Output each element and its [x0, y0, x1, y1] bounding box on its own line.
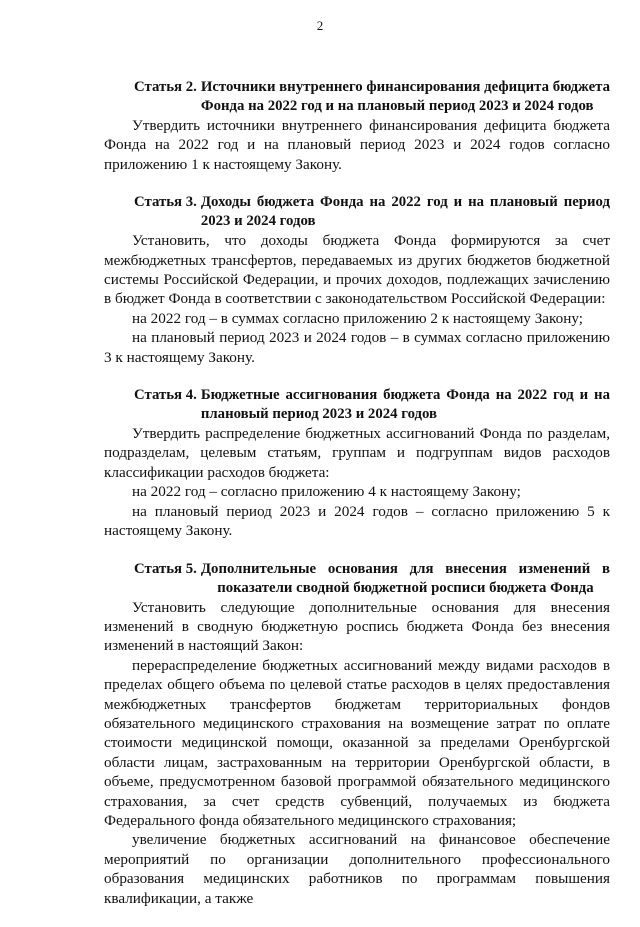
page-number: 2	[316, 18, 324, 33]
article-2	[104, 78, 610, 174]
article-heading	[104, 193, 610, 231]
article-paragraph: увеличение бюджетных ассигнований на финансовое обеспечение мероприятий по организации дополнительного профессионального образования медицинских работников по программам повышения квалификации, а также	[104, 831, 610, 907]
article-heading	[104, 386, 610, 424]
article-paragraph: перераспределение бюджетных ассигнований между видами расходов в пределах общего объема по целевой статье расходов в целях предоставления межбюджетных трансфертов бюджетам территориальных фондов обязательного медицинского страхования на возмещение затрат по оплате стоимости медицинской помощи, оказанной за пределами Оренбургской области лицам, застрахованным на территории Оренбургской области, в объеме, предусмотренном базовой программой обязательного медицинского страхования, за счет средств субвенций, получаемых из бюджета Федерального фонда обязательного медицинского страхования;	[104, 656, 610, 829]
article-paragraph: на 2022 год – согласно приложению 4 к настоящему Закону;	[132, 483, 521, 501]
article-number: Статья 5.	[134, 560, 197, 577]
article-number: Статья 2.	[134, 79, 197, 95]
article-title: Бюджетные ассигнования бюджета Фонда на 2022 год и на плановый период 2023 и 2024 годов	[200, 387, 610, 423]
article-title: Дополнительные основания для внесения изменений в показатели сводной бюджетной росписи бюджета Фонда	[200, 560, 610, 596]
article-paragraph: Утвердить источники внутреннего финансирования дефицита бюджета Фонда на 2022 год и на плановый период 2023 и 2024 годов согласно приложению 1 к настоящему Закону.	[104, 117, 610, 173]
article-5	[104, 560, 610, 909]
document-body	[104, 78, 610, 927]
article-paragraph: на плановый период 2023 и 2024 годов – в суммах согласно приложению 3 к настоящему Закону.	[104, 329, 610, 366]
article-number: Статья 3.	[134, 194, 197, 211]
article-heading	[104, 560, 610, 598]
article-paragraph: на плановый период 2023 и 2024 годов – согласно приложению 5 к настоящему Закону.	[104, 502, 610, 540]
article-paragraph: Установить следующие дополнительные основания для внесения изменений в сводную бюджетную роспись бюджета Фонда без внесения изменений в настоящий Закон:	[104, 598, 610, 655]
article-title: Доходы бюджета Фонда на 2022 год и на плановый период 2023 и 2024 годов	[200, 194, 610, 230]
article-paragraph: Установить, что доходы бюджета Фонда формируются за счет межбюджетных трансфертов, передаваемых из других бюджетов бюджетной системы Российской Федерации, и прочих доходов, подлежащих зачислению в бюджет Фонда в соответствии с законодательством Российской Федерации:	[104, 232, 610, 308]
article-3	[104, 193, 610, 367]
article-paragraph: Утвердить распределение бюджетных ассигнований Фонда по разделам, подразделам, целевым статьям, группам и подгруппам видов расходов классификации расходов бюджета:	[104, 425, 610, 481]
article-title: Источники внутреннего финансирования дефицита бюджета Фонда на 2022 год и на плановый период 2023 и 2024 годов	[200, 79, 610, 114]
article-heading	[104, 78, 610, 116]
article-4	[104, 386, 610, 540]
article-paragraph: на 2022 год – в суммах согласно приложению 2 к настоящему Закону;	[132, 309, 583, 327]
article-number: Статья 4.	[134, 387, 197, 404]
